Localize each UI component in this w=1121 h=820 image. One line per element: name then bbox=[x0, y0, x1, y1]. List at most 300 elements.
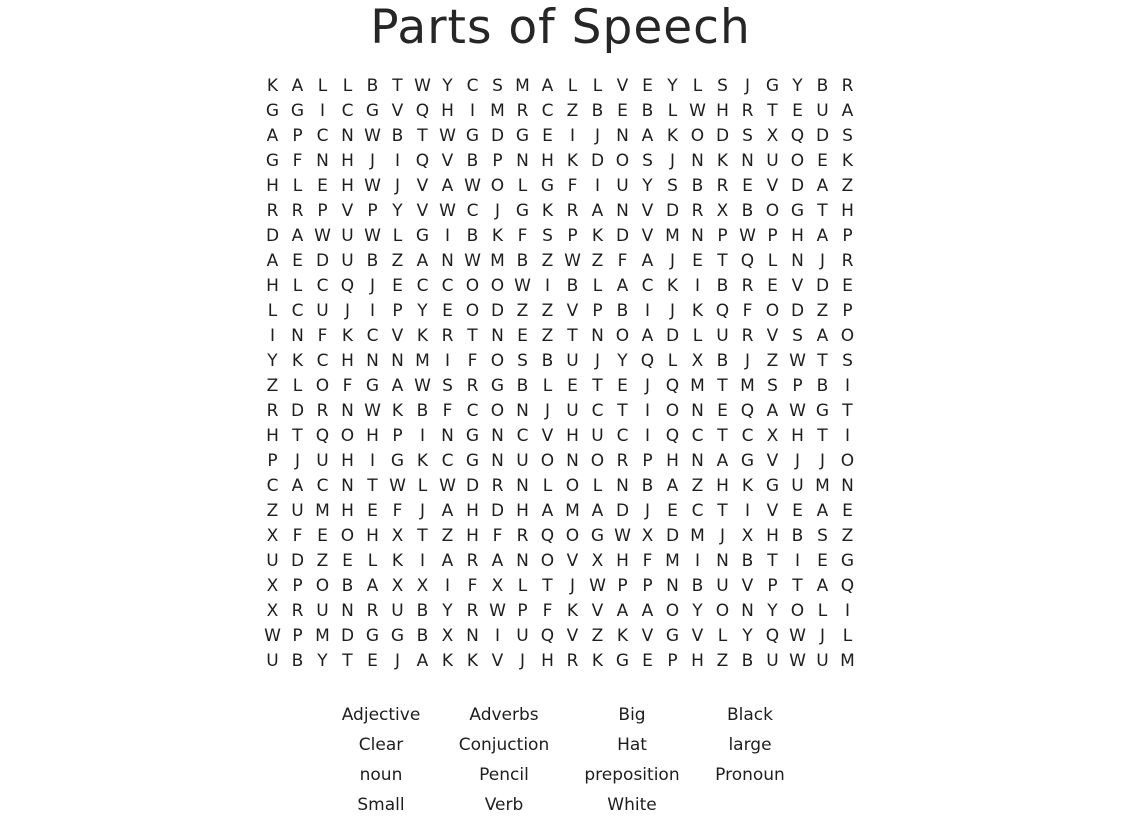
grid-cell[interactable]: R bbox=[566, 201, 579, 221]
grid-cell[interactable]: D bbox=[615, 501, 630, 521]
grid-cell[interactable]: O bbox=[765, 201, 780, 221]
grid-cell[interactable]: S bbox=[442, 376, 453, 396]
grid-cell[interactable]: C bbox=[366, 326, 379, 346]
grid-cell[interactable]: D bbox=[490, 301, 505, 321]
grid-cell[interactable]: P bbox=[642, 451, 653, 471]
grid-cell[interactable]: J bbox=[419, 501, 425, 521]
grid-cell[interactable]: E bbox=[792, 501, 803, 521]
grid-cell[interactable]: P bbox=[517, 601, 528, 621]
grid-cell[interactable]: P bbox=[842, 226, 853, 246]
grid-cell[interactable]: A bbox=[266, 126, 279, 146]
grid-cell[interactable]: X bbox=[266, 576, 279, 596]
grid-cell[interactable]: X bbox=[641, 526, 654, 546]
grid-cell[interactable]: F bbox=[642, 551, 653, 571]
grid-cell[interactable]: K bbox=[266, 76, 279, 96]
grid-cell[interactable]: P bbox=[567, 226, 578, 246]
grid-cell[interactable]: L bbox=[392, 226, 403, 246]
grid-cell[interactable]: H bbox=[841, 201, 854, 221]
grid-cell[interactable]: A bbox=[416, 651, 429, 671]
grid-cell[interactable]: R bbox=[741, 276, 754, 296]
grid-cell[interactable]: B bbox=[716, 351, 729, 371]
grid-cell[interactable]: E bbox=[567, 376, 578, 396]
grid-cell[interactable]: P bbox=[642, 576, 653, 596]
grid-cell[interactable]: H bbox=[341, 151, 354, 171]
grid-cell[interactable]: Z bbox=[541, 301, 554, 321]
grid-cell[interactable]: I bbox=[369, 451, 375, 471]
grid-cell[interactable]: V bbox=[566, 626, 579, 646]
grid-cell[interactable]: R bbox=[366, 601, 379, 621]
grid-cell[interactable]: C bbox=[291, 301, 304, 321]
grid-cell[interactable]: K bbox=[391, 401, 404, 421]
grid-cell[interactable]: B bbox=[691, 176, 704, 196]
grid-cell[interactable]: O bbox=[465, 276, 480, 296]
grid-cell[interactable]: R bbox=[441, 326, 454, 346]
grid-cell[interactable]: A bbox=[441, 501, 454, 521]
grid-cell[interactable]: I bbox=[269, 326, 275, 346]
grid-cell[interactable]: L bbox=[567, 76, 578, 96]
grid-cell[interactable]: H bbox=[566, 426, 579, 446]
grid-cell[interactable]: Z bbox=[816, 301, 829, 321]
grid-cell[interactable]: M bbox=[690, 526, 705, 546]
grid-cell[interactable]: N bbox=[466, 626, 479, 646]
grid-cell[interactable]: G bbox=[765, 76, 780, 96]
grid-cell[interactable]: X bbox=[391, 526, 404, 546]
grid-cell[interactable]: F bbox=[342, 376, 353, 396]
grid-cell[interactable]: W bbox=[364, 401, 381, 421]
grid-cell[interactable]: S bbox=[792, 326, 803, 346]
grid-cell[interactable]: Y bbox=[442, 76, 453, 96]
grid-cell[interactable]: L bbox=[292, 376, 303, 396]
grid-cell[interactable]: R bbox=[516, 526, 529, 546]
grid-cell[interactable]: U bbox=[316, 301, 329, 321]
grid-cell[interactable]: K bbox=[491, 226, 504, 246]
grid-cell[interactable]: Y bbox=[267, 351, 278, 371]
grid-cell[interactable]: X bbox=[391, 576, 404, 596]
grid-cell[interactable]: V bbox=[691, 626, 704, 646]
grid-cell[interactable]: L bbox=[592, 476, 603, 496]
grid-cell[interactable]: J bbox=[669, 251, 675, 271]
grid-cell[interactable]: I bbox=[694, 551, 700, 571]
grid-cell[interactable]: Z bbox=[541, 251, 554, 271]
grid-cell[interactable]: U bbox=[341, 226, 354, 246]
grid-cell[interactable]: J bbox=[744, 76, 750, 96]
grid-cell[interactable]: U bbox=[566, 401, 579, 421]
grid-cell[interactable]: V bbox=[416, 201, 429, 221]
grid-cell[interactable]: J bbox=[719, 526, 725, 546]
grid-cell[interactable]: I bbox=[744, 501, 750, 521]
grid-cell[interactable]: E bbox=[817, 551, 828, 571]
grid-cell[interactable]: S bbox=[542, 226, 553, 246]
grid-cell[interactable]: V bbox=[766, 326, 779, 346]
grid-cell[interactable]: H bbox=[716, 101, 729, 121]
grid-cell[interactable]: B bbox=[741, 201, 754, 221]
grid-cell[interactable]: F bbox=[317, 326, 328, 346]
grid-cell[interactable]: Y bbox=[792, 76, 803, 96]
grid-cell[interactable]: R bbox=[741, 101, 754, 121]
grid-cell[interactable]: C bbox=[441, 451, 454, 471]
grid-cell[interactable]: N bbox=[341, 601, 354, 621]
grid-cell[interactable]: Y bbox=[392, 201, 403, 221]
grid-cell[interactable]: V bbox=[541, 426, 554, 446]
grid-cell[interactable]: D bbox=[815, 126, 830, 146]
grid-cell[interactable]: A bbox=[541, 501, 554, 521]
grid-cell[interactable]: Q bbox=[540, 526, 555, 546]
grid-cell[interactable]: X bbox=[591, 551, 604, 571]
grid-cell[interactable]: U bbox=[291, 501, 304, 521]
grid-cell[interactable]: A bbox=[641, 326, 654, 346]
grid-cell[interactable]: B bbox=[341, 576, 354, 596]
grid-cell[interactable]: V bbox=[641, 201, 654, 221]
grid-cell[interactable]: I bbox=[369, 301, 375, 321]
grid-cell[interactable]: I bbox=[844, 426, 850, 446]
grid-cell[interactable]: X bbox=[416, 576, 429, 596]
grid-cell[interactable]: J bbox=[744, 351, 750, 371]
grid-cell[interactable]: J bbox=[594, 126, 600, 146]
grid-cell[interactable]: H bbox=[366, 426, 379, 446]
grid-cell[interactable]: J bbox=[819, 251, 825, 271]
grid-cell[interactable]: F bbox=[292, 151, 303, 171]
grid-cell[interactable]: V bbox=[641, 626, 654, 646]
grid-cell[interactable]: M bbox=[665, 551, 680, 571]
grid-cell[interactable]: C bbox=[516, 426, 529, 446]
grid-cell[interactable]: X bbox=[441, 626, 454, 646]
grid-cell[interactable]: G bbox=[390, 451, 405, 471]
grid-cell[interactable]: E bbox=[392, 276, 403, 296]
grid-cell[interactable]: T bbox=[342, 651, 353, 671]
grid-cell[interactable]: J bbox=[369, 151, 375, 171]
grid-cell[interactable]: W bbox=[614, 526, 631, 546]
grid-cell[interactable]: F bbox=[542, 601, 553, 621]
grid-cell[interactable]: H bbox=[341, 451, 354, 471]
grid-cell[interactable]: W bbox=[514, 276, 531, 296]
grid-cell[interactable]: A bbox=[291, 226, 304, 246]
grid-cell[interactable]: U bbox=[616, 176, 629, 196]
grid-cell[interactable]: C bbox=[416, 276, 429, 296]
grid-cell[interactable]: Z bbox=[566, 101, 579, 121]
grid-cell[interactable]: L bbox=[542, 476, 553, 496]
grid-cell[interactable]: N bbox=[666, 576, 679, 596]
grid-cell[interactable]: V bbox=[766, 501, 779, 521]
grid-cell[interactable]: C bbox=[441, 276, 454, 296]
grid-cell[interactable]: X bbox=[766, 426, 779, 446]
grid-cell[interactable]: Z bbox=[766, 351, 779, 371]
grid-cell[interactable]: D bbox=[665, 526, 680, 546]
grid-cell[interactable]: H bbox=[266, 176, 279, 196]
grid-cell[interactable]: V bbox=[566, 301, 579, 321]
grid-cell[interactable]: C bbox=[341, 101, 354, 121]
grid-cell[interactable]: A bbox=[266, 251, 279, 271]
grid-cell[interactable]: N bbox=[716, 551, 729, 571]
grid-cell[interactable]: C bbox=[591, 401, 604, 421]
grid-cell[interactable]: M bbox=[490, 101, 505, 121]
grid-cell[interactable]: R bbox=[266, 201, 279, 221]
grid-cell[interactable]: W bbox=[739, 226, 756, 246]
grid-cell[interactable]: M bbox=[665, 226, 680, 246]
grid-cell[interactable]: C bbox=[316, 126, 329, 146]
grid-cell[interactable]: H bbox=[666, 451, 679, 471]
grid-cell[interactable]: J bbox=[644, 376, 650, 396]
grid-cell[interactable]: O bbox=[715, 601, 730, 621]
grid-cell[interactable]: I bbox=[444, 351, 450, 371]
grid-cell[interactable]: S bbox=[842, 126, 853, 146]
grid-cell[interactable]: K bbox=[566, 601, 579, 621]
grid-cell[interactable]: T bbox=[767, 101, 778, 121]
grid-cell[interactable]: W bbox=[439, 476, 456, 496]
grid-cell[interactable]: K bbox=[416, 326, 429, 346]
grid-cell[interactable]: C bbox=[741, 426, 754, 446]
grid-cell[interactable]: A bbox=[291, 76, 304, 96]
grid-cell[interactable]: P bbox=[842, 301, 853, 321]
grid-cell[interactable]: D bbox=[815, 276, 830, 296]
grid-cell[interactable]: L bbox=[342, 76, 353, 96]
grid-cell[interactable]: S bbox=[517, 351, 528, 371]
grid-cell[interactable]: N bbox=[316, 151, 329, 171]
grid-cell[interactable]: K bbox=[466, 651, 479, 671]
grid-cell[interactable]: O bbox=[665, 601, 680, 621]
grid-cell[interactable]: G bbox=[265, 151, 280, 171]
grid-cell[interactable]: L bbox=[817, 601, 828, 621]
grid-cell[interactable]: Y bbox=[617, 351, 628, 371]
grid-cell[interactable]: E bbox=[542, 126, 553, 146]
grid-cell[interactable]: G bbox=[790, 201, 805, 221]
grid-cell[interactable]: Z bbox=[541, 326, 554, 346]
grid-cell[interactable]: S bbox=[742, 126, 753, 146]
grid-cell[interactable]: A bbox=[491, 551, 504, 571]
grid-cell[interactable]: H bbox=[366, 526, 379, 546]
grid-cell[interactable]: T bbox=[717, 251, 728, 271]
grid-cell[interactable]: W bbox=[414, 376, 431, 396]
grid-cell[interactable]: E bbox=[767, 276, 778, 296]
grid-cell[interactable]: T bbox=[467, 326, 478, 346]
grid-cell[interactable]: B bbox=[516, 251, 529, 271]
grid-cell[interactable]: T bbox=[717, 501, 728, 521]
grid-cell[interactable]: N bbox=[691, 451, 704, 471]
grid-cell[interactable]: A bbox=[591, 201, 604, 221]
grid-cell[interactable]: U bbox=[566, 351, 579, 371]
grid-cell[interactable]: Q bbox=[415, 101, 430, 121]
grid-cell[interactable]: J bbox=[669, 301, 675, 321]
grid-cell[interactable]: K bbox=[841, 151, 854, 171]
grid-cell[interactable]: K bbox=[691, 301, 704, 321]
grid-cell[interactable]: V bbox=[616, 76, 629, 96]
grid-cell[interactable]: P bbox=[292, 576, 303, 596]
grid-cell[interactable]: D bbox=[290, 551, 305, 571]
grid-cell[interactable]: N bbox=[441, 251, 454, 271]
grid-cell[interactable]: W bbox=[389, 476, 406, 496]
grid-cell[interactable]: C bbox=[316, 351, 329, 371]
grid-cell[interactable]: C bbox=[616, 426, 629, 446]
grid-cell[interactable]: T bbox=[817, 351, 828, 371]
grid-cell[interactable]: I bbox=[844, 601, 850, 621]
grid-cell[interactable]: P bbox=[667, 651, 678, 671]
grid-cell[interactable]: R bbox=[841, 76, 854, 96]
grid-cell[interactable]: J bbox=[394, 176, 400, 196]
grid-cell[interactable]: B bbox=[366, 251, 379, 271]
grid-cell[interactable]: J bbox=[594, 351, 600, 371]
grid-cell[interactable]: I bbox=[644, 301, 650, 321]
grid-cell[interactable]: I bbox=[419, 426, 425, 446]
grid-cell[interactable]: L bbox=[517, 576, 528, 596]
grid-cell[interactable]: B bbox=[591, 101, 604, 121]
grid-cell[interactable]: M bbox=[840, 651, 855, 671]
grid-cell[interactable]: N bbox=[391, 351, 404, 371]
grid-cell[interactable]: Z bbox=[841, 526, 854, 546]
grid-cell[interactable]: N bbox=[516, 551, 529, 571]
grid-cell[interactable]: G bbox=[515, 201, 530, 221]
grid-cell[interactable]: P bbox=[617, 576, 628, 596]
grid-cell[interactable]: B bbox=[391, 126, 404, 146]
grid-cell[interactable]: F bbox=[467, 576, 478, 596]
grid-cell[interactable]: A bbox=[766, 401, 779, 421]
grid-cell[interactable]: A bbox=[816, 576, 829, 596]
grid-cell[interactable]: T bbox=[767, 551, 778, 571]
grid-cell[interactable]: M bbox=[315, 501, 330, 521]
grid-cell[interactable]: A bbox=[591, 501, 604, 521]
grid-cell[interactable]: O bbox=[790, 601, 805, 621]
grid-cell[interactable]: E bbox=[317, 176, 328, 196]
grid-cell[interactable]: W bbox=[364, 126, 381, 146]
grid-cell[interactable]: M bbox=[515, 76, 530, 96]
grid-cell[interactable]: O bbox=[665, 401, 680, 421]
grid-cell[interactable]: L bbox=[717, 626, 728, 646]
grid-cell[interactable]: L bbox=[592, 76, 603, 96]
grid-cell[interactable]: N bbox=[566, 451, 579, 471]
grid-cell[interactable]: R bbox=[466, 551, 479, 571]
grid-cell[interactable]: B bbox=[716, 276, 729, 296]
grid-cell[interactable]: U bbox=[316, 451, 329, 471]
grid-cell[interactable]: A bbox=[666, 476, 679, 496]
grid-cell[interactable]: W bbox=[564, 251, 581, 271]
grid-cell[interactable]: N bbox=[491, 451, 504, 471]
grid-cell[interactable]: K bbox=[566, 151, 579, 171]
grid-cell[interactable]: B bbox=[791, 526, 804, 546]
grid-cell[interactable]: B bbox=[466, 151, 479, 171]
grid-cell[interactable]: E bbox=[617, 376, 628, 396]
grid-cell[interactable]: R bbox=[616, 451, 629, 471]
grid-cell[interactable]: J bbox=[494, 201, 500, 221]
grid-cell[interactable]: L bbox=[667, 101, 678, 121]
grid-cell[interactable]: P bbox=[317, 201, 328, 221]
grid-cell[interactable]: K bbox=[541, 201, 554, 221]
grid-cell[interactable]: G bbox=[365, 626, 380, 646]
grid-cell[interactable]: S bbox=[767, 376, 778, 396]
grid-cell[interactable]: A bbox=[541, 76, 554, 96]
grid-cell[interactable]: S bbox=[492, 76, 503, 96]
grid-cell[interactable]: O bbox=[690, 126, 705, 146]
grid-cell[interactable]: T bbox=[792, 576, 803, 596]
grid-cell[interactable]: Y bbox=[742, 626, 753, 646]
grid-cell[interactable]: H bbox=[516, 501, 529, 521]
grid-cell[interactable]: H bbox=[766, 526, 779, 546]
grid-cell[interactable]: Q bbox=[740, 401, 755, 421]
grid-cell[interactable]: V bbox=[591, 601, 604, 621]
grid-cell[interactable]: Y bbox=[692, 601, 703, 621]
grid-cell[interactable]: A bbox=[716, 451, 729, 471]
grid-cell[interactable]: F bbox=[292, 526, 303, 546]
grid-cell[interactable]: D bbox=[490, 126, 505, 146]
grid-cell[interactable]: E bbox=[342, 551, 353, 571]
grid-cell[interactable]: A bbox=[366, 576, 379, 596]
grid-cell[interactable]: J bbox=[794, 451, 800, 471]
grid-cell[interactable]: O bbox=[315, 376, 330, 396]
grid-cell[interactable]: B bbox=[416, 601, 429, 621]
grid-cell[interactable]: A bbox=[441, 176, 454, 196]
grid-cell[interactable]: T bbox=[367, 476, 378, 496]
grid-cell[interactable]: O bbox=[590, 451, 605, 471]
grid-cell[interactable]: P bbox=[392, 426, 403, 446]
grid-cell[interactable]: Y bbox=[642, 176, 653, 196]
grid-cell[interactable]: U bbox=[266, 651, 279, 671]
grid-cell[interactable]: O bbox=[540, 451, 555, 471]
grid-cell[interactable]: Q bbox=[665, 426, 680, 446]
grid-cell[interactable]: H bbox=[341, 176, 354, 196]
grid-cell[interactable]: O bbox=[790, 151, 805, 171]
grid-cell[interactable]: I bbox=[694, 276, 700, 296]
grid-cell[interactable]: D bbox=[315, 251, 330, 271]
grid-cell[interactable]: B bbox=[516, 376, 529, 396]
grid-cell[interactable]: B bbox=[641, 101, 654, 121]
grid-cell[interactable]: W bbox=[314, 226, 331, 246]
grid-cell[interactable]: W bbox=[489, 601, 506, 621]
grid-cell[interactable]: D bbox=[340, 626, 355, 646]
grid-cell[interactable]: Z bbox=[716, 651, 729, 671]
grid-cell[interactable]: O bbox=[565, 526, 580, 546]
grid-cell[interactable]: I bbox=[319, 101, 325, 121]
grid-cell[interactable]: B bbox=[416, 401, 429, 421]
grid-cell[interactable]: T bbox=[417, 526, 428, 546]
grid-cell[interactable]: H bbox=[341, 501, 354, 521]
grid-cell[interactable]: F bbox=[492, 526, 503, 546]
grid-cell[interactable]: D bbox=[615, 226, 630, 246]
grid-cell[interactable]: U bbox=[316, 601, 329, 621]
grid-cell[interactable]: A bbox=[816, 326, 829, 346]
grid-cell[interactable]: N bbox=[491, 426, 504, 446]
grid-cell[interactable]: V bbox=[741, 576, 754, 596]
grid-cell[interactable]: O bbox=[540, 551, 555, 571]
grid-cell[interactable]: R bbox=[741, 326, 754, 346]
grid-cell[interactable]: G bbox=[465, 451, 480, 471]
grid-cell[interactable]: H bbox=[266, 426, 279, 446]
grid-cell[interactable]: B bbox=[741, 551, 754, 571]
grid-cell[interactable]: E bbox=[642, 651, 653, 671]
grid-cell[interactable]: F bbox=[567, 176, 578, 196]
grid-cell[interactable]: D bbox=[790, 176, 805, 196]
grid-cell[interactable]: X bbox=[491, 576, 504, 596]
grid-cell[interactable]: J bbox=[644, 501, 650, 521]
grid-cell[interactable]: W bbox=[589, 576, 606, 596]
grid-cell[interactable]: I bbox=[569, 126, 575, 146]
grid-cell[interactable]: G bbox=[465, 426, 480, 446]
grid-cell[interactable]: D bbox=[665, 201, 680, 221]
grid-cell[interactable]: C bbox=[691, 426, 704, 446]
grid-cell[interactable]: N bbox=[341, 476, 354, 496]
grid-cell[interactable]: J bbox=[294, 451, 300, 471]
grid-cell[interactable]: M bbox=[490, 251, 505, 271]
grid-cell[interactable]: G bbox=[365, 101, 380, 121]
grid-cell[interactable]: I bbox=[444, 226, 450, 246]
grid-cell[interactable]: K bbox=[341, 326, 354, 346]
grid-cell[interactable]: W bbox=[689, 101, 706, 121]
grid-cell[interactable]: E bbox=[842, 501, 853, 521]
grid-cell[interactable]: Q bbox=[340, 276, 355, 296]
grid-cell[interactable]: R bbox=[291, 601, 304, 621]
grid-cell[interactable]: H bbox=[266, 276, 279, 296]
grid-cell[interactable]: N bbox=[616, 476, 629, 496]
grid-cell[interactable]: E bbox=[292, 251, 303, 271]
grid-cell[interactable]: M bbox=[565, 501, 580, 521]
grid-cell[interactable]: Q bbox=[790, 126, 805, 146]
grid-cell[interactable]: U bbox=[716, 576, 729, 596]
